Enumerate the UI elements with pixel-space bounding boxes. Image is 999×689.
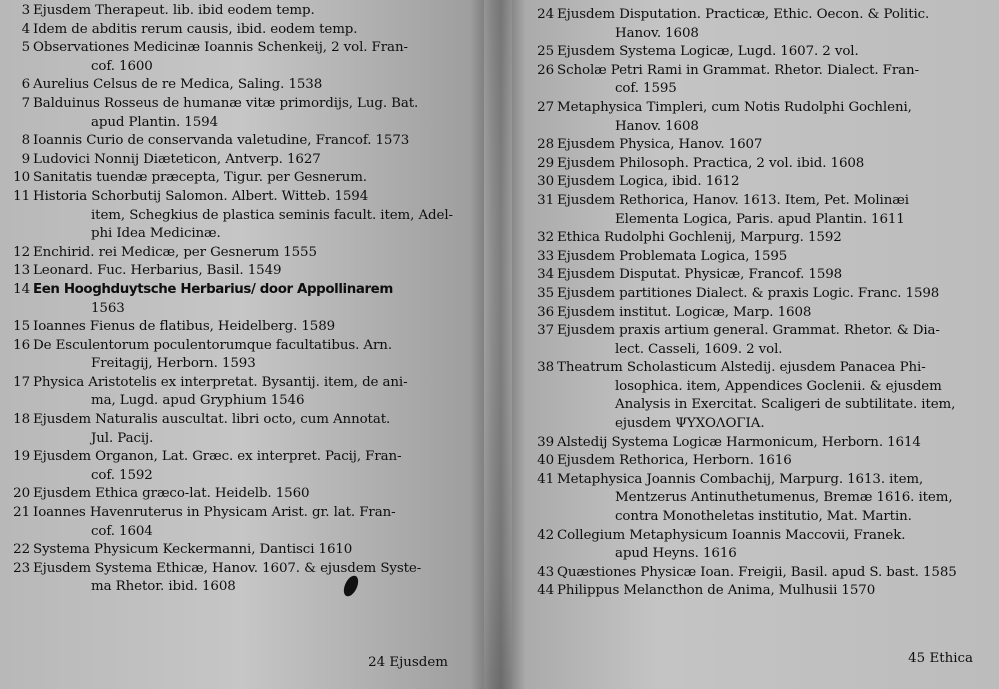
left-page <box>0 0 484 689</box>
entry-line: Systema Physicum Keckermanni, Dantisci 1610 <box>33 542 353 558</box>
catalog-entry <box>8 337 456 374</box>
entry-number: 7 <box>21 95 30 111</box>
entry-line: Leonard. Fuc. Herbarius, Basil. 1549 <box>33 263 282 279</box>
catalog-entry <box>532 136 992 155</box>
entry-number: 37 <box>537 323 554 339</box>
entry-line: Balduinus Rosseus de humanæ vitæ primordijs, Lug. Bat. <box>33 95 419 111</box>
entry-number: 13 <box>13 263 30 279</box>
entry-line: Ejusdem Naturalis auscultat. libri octo, cum Annotat. <box>33 412 391 428</box>
entry-text <box>557 248 992 267</box>
entry-line: Ejusdem Rethorica, Herborn. 1616 <box>557 453 792 469</box>
entry-text <box>33 411 456 448</box>
entry-text <box>33 504 456 541</box>
entry-text <box>557 229 992 248</box>
entry-line: Analysis in Exercitat. Scaligeri de subtilitate. item, <box>615 397 956 413</box>
entry-number: 27 <box>537 99 554 115</box>
entry-line: Idem de abditis rerum causis, ibid. eodem temp. <box>33 21 358 37</box>
entry-number: 8 <box>21 133 30 149</box>
entry-text <box>557 304 992 323</box>
entry-number: 39 <box>537 434 554 450</box>
catalog-entry <box>532 99 992 136</box>
entry-text <box>33 244 456 263</box>
entry-text <box>557 192 992 229</box>
entry-number: 31 <box>537 192 554 208</box>
entry-number: 17 <box>13 374 30 390</box>
catalog-entry <box>8 21 456 40</box>
entry-text <box>557 359 992 433</box>
entry-line: De Esculentorum poculentorumque facultatibus. Arn. <box>33 337 392 353</box>
catalog-entry <box>532 285 992 304</box>
book-gutter <box>470 0 526 689</box>
entry-line: Ejusdem Physica, Hanov. 1607 <box>557 137 763 153</box>
catalog-entry <box>8 244 456 263</box>
entry-number: 34 <box>537 267 554 283</box>
entry-text <box>557 582 992 601</box>
entry-text <box>33 188 456 244</box>
entry-line: Aurelius Celsus de re Medica, Saling. 1538 <box>33 77 323 93</box>
entry-line: item, Schegkius de plastica seminis facult. item, Adel- <box>91 207 453 223</box>
entry-number: 22 <box>13 542 30 558</box>
entry-line: cof. 1592 <box>91 467 153 483</box>
entry-number: 16 <box>13 337 30 353</box>
entry-line: Freitagij, Herborn. 1593 <box>91 356 256 372</box>
entry-number: 20 <box>13 486 30 502</box>
entry-number: 9 <box>21 151 30 167</box>
entry-number: 33 <box>537 248 554 264</box>
entry-number: 38 <box>537 360 554 376</box>
entry-text <box>557 136 992 155</box>
catalog-entry <box>8 132 456 151</box>
catalog-entry <box>532 582 992 601</box>
catalog-entry <box>8 374 456 411</box>
entry-text <box>557 6 992 43</box>
entry-number: 21 <box>13 505 30 521</box>
entry-text <box>33 76 456 95</box>
catalog-entry <box>532 304 992 323</box>
entry-line: Een Hooghduytsche Herbarius/ door Appollinarem <box>33 281 393 297</box>
catalog-entry <box>8 95 456 132</box>
entry-line: cof. 1600 <box>91 58 153 74</box>
entry-text <box>557 285 992 304</box>
entry-number: 15 <box>13 319 30 335</box>
entry-line: Ejusdem Therapeut. lib. ibid eodem temp. <box>33 3 315 18</box>
entry-number: 35 <box>537 285 554 301</box>
catalog-entry <box>8 318 456 337</box>
catalog-entry <box>532 155 992 174</box>
entry-number: 42 <box>537 527 554 543</box>
entry-line: lect. Casseli, 1609. 2 vol. <box>615 341 783 357</box>
entry-line: Observationes Medicinæ Ioannis Schenkeij, 2 vol. Fran- <box>33 40 408 56</box>
entry-line: phi Idea Medicinæ. <box>91 226 221 242</box>
entry-line: Ejusdem Disputat. Physicæ, Francof. 1598 <box>557 267 843 283</box>
entry-text <box>33 448 456 485</box>
catalog-entry <box>8 281 456 318</box>
entry-line: Ejusdem Systema Ethicæ, Hanov. 1607. & ejusdem Syste- <box>33 560 422 576</box>
entry-number: 43 <box>537 564 554 580</box>
entry-number: 30 <box>537 174 554 190</box>
entry-line: Historia Schorbutij Salomon. Albert. Witteb. 1594 <box>33 188 369 204</box>
entry-text <box>33 169 456 188</box>
catalog-entry <box>8 411 456 448</box>
entry-line: ma, Lugd. apud Gryphium 1546 <box>91 393 305 409</box>
catalog-entry <box>532 564 992 583</box>
entry-line: Ioannes Fienus de flatibus, Heidelberg. 1589 <box>33 319 336 335</box>
entry-text <box>33 2 456 21</box>
entry-line: Ejusdem Philosoph. Practica, 2 vol. ibid. 1608 <box>557 155 865 171</box>
entry-line: Hanov. 1608 <box>615 118 699 134</box>
entry-number: 26 <box>537 62 554 78</box>
entry-line: Ejusdem Ethica græco-lat. Heidelb. 1560 <box>33 486 310 502</box>
catalog-entry <box>532 322 992 359</box>
catalog-entry <box>532 173 992 192</box>
entry-line: Ejusdem Systema Logicæ, Lugd. 1607. 2 vol. <box>557 44 859 60</box>
entry-line: Physica Aristotelis ex interpretat. Bysantij. item, de ani- <box>33 374 408 390</box>
catalog-entry <box>532 62 992 99</box>
entry-text <box>33 95 456 132</box>
entry-number: 10 <box>13 170 30 186</box>
entry-line: Hanov. 1608 <box>615 25 699 41</box>
entry-line: Ejusdem Problemata Logica, 1595 <box>557 248 788 264</box>
entry-line: Jul. Pacij. <box>91 430 154 446</box>
entry-number: 18 <box>13 412 30 428</box>
catalog-entry <box>8 169 456 188</box>
entry-number: 28 <box>537 137 554 153</box>
entry-text <box>557 452 992 471</box>
entry-line: Ejusdem praxis artium general. Grammat. Rhetor. & Dia- <box>557 323 940 339</box>
entry-line: Mentzerus Antinuthetumenus, Bremæ 1616. item, <box>615 490 953 506</box>
catalog-entry <box>532 229 992 248</box>
entry-number: 14 <box>13 281 30 297</box>
catalog-entry <box>8 2 456 21</box>
entry-number: 11 <box>13 188 30 204</box>
catalog-entry <box>8 151 456 170</box>
entry-line: cof. 1595 <box>615 81 677 97</box>
entry-text <box>557 527 992 564</box>
entry-line: Ethica Rudolphi Gochlenij, Marpurg. 1592 <box>557 230 842 246</box>
entry-text <box>33 21 456 40</box>
entry-line: Ejusdem Disputation. Practicæ, Ethic. Oecon. & Politic. <box>557 7 930 22</box>
entry-text <box>33 560 456 597</box>
catalog-entry <box>8 188 456 244</box>
entry-number: 23 <box>13 560 30 576</box>
entry-line: Theatrum Scholasticum Alstedij. ejusdem Panacea Phi- <box>557 360 926 376</box>
entry-number: 25 <box>537 44 554 60</box>
catalog-entry <box>8 504 456 541</box>
entry-number: 44 <box>537 583 554 599</box>
entry-number: 6 <box>21 77 30 93</box>
entry-line: Metaphysica Timpleri, cum Notis Rudolphi Gochleni, <box>557 99 912 115</box>
catalog-entry <box>8 262 456 281</box>
catalog-entry <box>532 527 992 564</box>
catalog-entry <box>8 485 456 504</box>
entry-line: Metaphysica Joannis Combachij, Marpurg. 1613. item, <box>557 471 924 487</box>
entry-line: Sanitatis tuendæ præcepta, Tigur. per Gesnerum. <box>33 170 367 186</box>
entry-text <box>33 262 456 281</box>
catalog-entry <box>532 43 992 62</box>
entry-text <box>557 43 992 62</box>
entry-line: ejusdem ΨΥΧΟΛΟΓΙΑ. <box>615 416 765 432</box>
entry-number: 32 <box>537 230 554 246</box>
entry-line: Ejusdem Rethorica, Hanov. 1613. Item, Pet. Molinæi <box>557 192 909 208</box>
entry-line: apud Plantin. 1594 <box>91 114 218 130</box>
entry-line: contra Monotheletas institutio, Mat. Martin. <box>615 509 912 525</box>
entry-number: 19 <box>13 449 30 465</box>
catalog-entry <box>8 448 456 485</box>
left-catchword: 24 Ejusdem <box>368 655 448 670</box>
entry-line: Ioannes Havenruterus in Physicam Arist. gr. lat. Fran- <box>33 505 396 521</box>
entry-line: ma Rhetor. ibid. 1608 <box>91 579 236 595</box>
entry-text <box>33 541 456 560</box>
entry-number: 41 <box>537 471 554 487</box>
entry-number: 12 <box>13 244 30 260</box>
catalog-entry <box>532 452 992 471</box>
entry-text <box>557 62 992 99</box>
catalog-entry <box>532 192 992 229</box>
catalog-entry <box>8 541 456 560</box>
entry-line: Ejusdem Organon, Lat. Græc. ex interpret. Pacij, Fran- <box>33 449 402 465</box>
entry-line: cof. 1604 <box>91 523 153 539</box>
entry-text <box>557 471 992 527</box>
left-entry-list <box>8 2 456 597</box>
entry-text <box>33 39 456 76</box>
entry-text <box>557 564 992 583</box>
entry-number: 3 <box>21 3 30 18</box>
entry-line: Ejusdem partitiones Dialect. & praxis Logic. Franc. 1598 <box>557 285 940 301</box>
entry-text <box>557 155 992 174</box>
entry-text <box>557 434 992 453</box>
entry-text <box>33 151 456 170</box>
right-page <box>512 0 999 689</box>
entry-line: Ejusdem Logica, ibid. 1612 <box>557 174 740 190</box>
entry-line: Enchirid. rei Medicæ, per Gesnerum 1555 <box>33 244 317 260</box>
entry-number: 24 <box>537 7 554 22</box>
entry-text <box>557 266 992 285</box>
right-catchword: 45 Ethica <box>908 651 973 666</box>
entry-line: Alstedij Systema Logicæ Harmonicum, Herborn. 1614 <box>557 434 921 450</box>
entry-line: Elementa Logica, Paris. apud Plantin. 1611 <box>615 211 905 227</box>
entry-line: Quæstiones Physicæ Ioan. Freigii, Basil. apud S. bast. 1585 <box>557 564 957 580</box>
right-entry-list <box>532 6 992 601</box>
entry-text <box>33 132 456 151</box>
entry-number: 36 <box>537 304 554 320</box>
entry-text <box>557 322 992 359</box>
catalog-entry <box>532 248 992 267</box>
entry-line: Philippus Melancthon de Anima, Mulhusii 1570 <box>557 583 876 599</box>
catalog-entry <box>8 39 456 76</box>
catalog-entry <box>532 471 992 527</box>
entry-number: 40 <box>537 453 554 469</box>
entry-line: Scholæ Petri Rami in Grammat. Rhetor. Dialect. Fran- <box>557 62 920 78</box>
entry-number: 5 <box>21 40 30 56</box>
entry-text <box>33 374 456 411</box>
entry-line: Ioannis Curio de conservanda valetudine, Francof. 1573 <box>33 133 410 149</box>
catalog-entry <box>532 359 992 433</box>
entry-number: 4 <box>21 21 30 37</box>
entry-text <box>33 281 456 318</box>
catalog-entry <box>8 76 456 95</box>
entry-line: Ejusdem institut. Logicæ, Marp. 1608 <box>557 304 812 320</box>
entry-line: Ludovici Nonnij Diæteticon, Antverp. 1627 <box>33 151 321 167</box>
entry-text <box>33 337 456 374</box>
entry-text <box>557 99 992 136</box>
entry-line: apud Heyns. 1616 <box>615 546 737 562</box>
entry-number: 29 <box>537 155 554 171</box>
entry-text <box>33 318 456 337</box>
entry-text <box>557 173 992 192</box>
catalog-entry <box>8 560 456 597</box>
catalog-entry <box>532 266 992 285</box>
entry-line: Collegium Metaphysicum Ioannis Maccovii, Franek. <box>557 527 906 543</box>
catalog-entry <box>532 434 992 453</box>
entry-line: losophica. item, Appendices Goclenii. & ejusdem <box>615 378 942 394</box>
catalog-entry <box>532 6 992 43</box>
entry-line: 1563 <box>91 300 125 316</box>
entry-text <box>33 485 456 504</box>
